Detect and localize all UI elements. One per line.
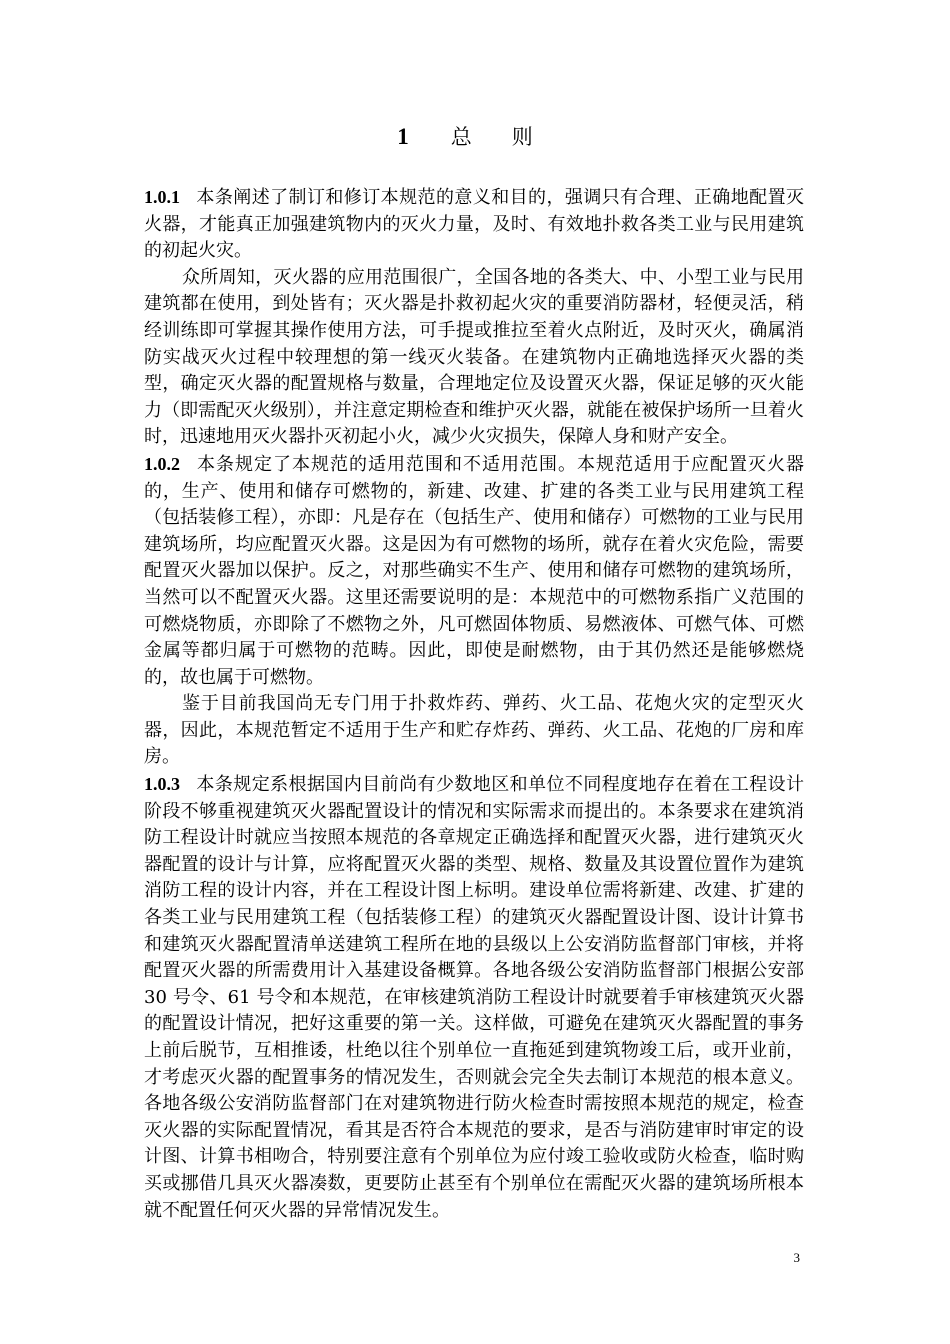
- clause-number: 1.0.2: [144, 453, 180, 474]
- paragraph: 鉴于目前我国尚无专门用于扑救炸药、弹药、火工品、花炮火灾的定型灭火器，因此，本规范暂定不适用于生产和贮存炸药、弹药、火工品、花炮的厂房和库房。: [144, 693, 804, 768]
- clause-paragraph: [144, 184, 804, 265]
- clause-paragraph: [144, 451, 804, 691]
- paragraph-text: 本条规定系根据国内目前尚有少数地区和单位不同程度地存在着在工程设计阶段不够重视建筑灭火器配置设计的情况和实际需求而提出的。本条要求在建筑消防工程设计时就应当按照本规范的各章规定正确选择和配置灭火器，进行建筑灭火器配置的设计与计算，应将配置灭火器的类型、规格、数量及其设置位置作为建筑消防工程的设计内容，并在工程设计图上标明。建设单位需将新建、改建、扩建的各类工业与民用建筑工程（包括装修工程）的建筑灭火器配置设计图、设计计算书和建筑灭火器配置清单送建筑工程所在地的县级以上公安消防监督部门审核，并将配置灭火器的所需费用计入基建设备概算。各地各级公安消防监督部门根据公安部 30 号令、61 号令和本规范，在审核建筑消防工程设计时就要着手审核建筑灭火器的配置设计情况，把好这重要的第一关。这样做，可避免在建筑灭火器配置的事务上前后脱节，互相推诿，杜绝以往个别单位一直拖延到建筑物竣工后，或开业前，才考虑灭火器的配置事务的情况发生，否则就会完全失去制订本规范的根本意义。各地各级公安消防监督部门在对建筑物进行防火检查时需按照本规范的规定，检查灭火器的实际配置情况，看其是否符合本规范的要求，是否与消防建审时审定的设计图、计算书相吻合，特别要注意有个别单位为应付竣工验收或防火检查，临时购买或挪借几具灭火器凑数，更要防止甚至有个别单位在需配灭火器的建筑场所根本就不配置任何灭火器的异常情况发生。: [144, 774, 804, 1221]
- body-text: [144, 184, 804, 1224]
- clause-number: 1.0.3: [144, 774, 180, 795]
- paragraph-text: 本条阐述了制订和修订本规范的意义和目的，强调只有合理、正确地配置灭火器，才能真正加强建筑物内的灭火力量，及时、有效地扑救各类工业与民用建筑的初起火灾。: [144, 187, 804, 262]
- page-number: 3: [793, 1250, 800, 1265]
- chapter-title-char-1: 总: [450, 125, 472, 149]
- paragraph: 众所周知，灭火器的应用范围很广，全国各地的各类大、中、小型工业与民用建筑都在使用，到处皆有；灭火器是扑救初起火灾的重要消防器材，轻便灵活，稍经训练即可掌握其操作使用方法，可手提或推拉至着火点附近，及时灭火，确属消防实战灭火过程中较理想的第一线灭火装备。在建筑物内正确地选择灭火器的类型，确定灭火器的配置规格与数量，合理地定位及设置灭火器，保证足够的灭火能力（即需配灭火级别），并注意定期检查和维护灭火器，就能在被保护场所一旦着火时，迅速地用灭火器扑灭初起小火，减少火灾损失，保障人身和财产安全。: [144, 266, 804, 448]
- clause-paragraph: [144, 771, 804, 1224]
- chapter-title-char-2: 则: [511, 125, 533, 149]
- chapter-number: 1: [397, 124, 409, 149]
- chapter-heading: [0, 122, 950, 152]
- paragraph-text: 本条规定了本规范的适用范围和不适用范围。本规范适用于应配置灭火器的，生产、使用和储存可燃物的，新建、改建、扩建的各类工业与民用建筑工程（包括装修工程），亦即：凡是存在（包括生产、使用和储存）可燃物的工业与民用建筑场所，均应配置灭火器。这是因为有可燃物的场所，就存在着火灾危险，需要配置灭火器加以保护。反之，对那些确实不生产、使用和储存可燃物的建筑场所，当然可以不配置灭火器。这里还需要说明的是：本规范中的可燃物系指广义范围的可燃烧物质，亦即除了不燃物之外，凡可燃固体物质、易燃液体、可燃气体、可燃金属等都归属于可燃物的范畴。因此，即使是耐燃物，由于其仍然还是能够燃烧的，故也属于可燃物。: [144, 453, 804, 688]
- clause-number: 1.0.1: [144, 187, 180, 207]
